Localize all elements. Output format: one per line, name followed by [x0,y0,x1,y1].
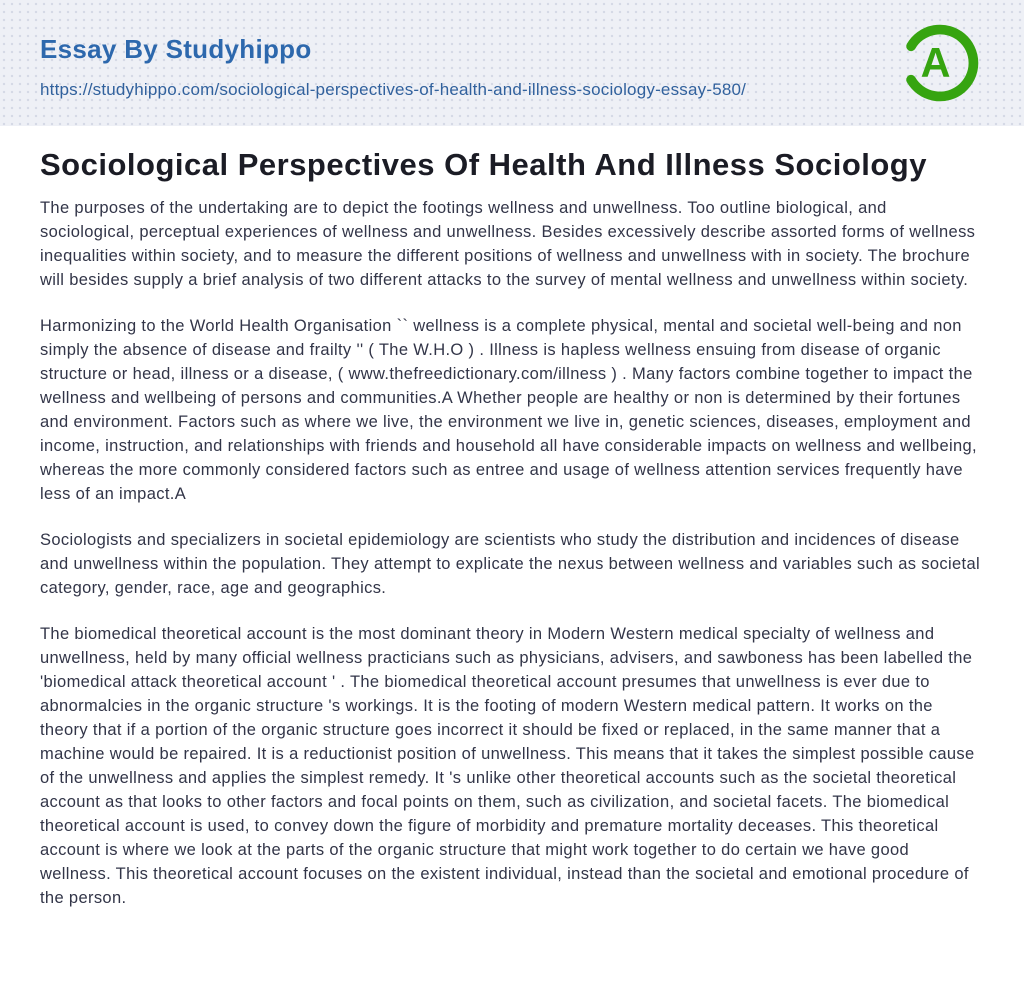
logo-letter: A [920,40,951,87]
header-text-block [40,26,746,99]
article-heading: Sociological Perspectives Of Health And Illness Sociology [40,147,927,182]
source-url-link[interactable]: https://studyhippo.com/sociological-perspectives-of-health-and-illness-sociology-essay-580/ [40,79,747,99]
page-header [0,0,1024,126]
article [0,126,1024,910]
article-body [40,196,984,910]
paragraph: The biomedical theoretical account is the most dominant theory in Modern Western medical specialty of wellness and unwellness, held by many official wellness practicians such as physicians, advisers, and sawboness has been labelled the 'biomedical attack theoretical account ' . The biomedical theoretical account presumes that unwellness is ever due to abnormalcies in the organic structure 's workings. It is the footing of modern Western medical pattern. It works on the theory that if a portion of the organic structure goes incorrect it should be fixed or replaced, in the same manner that a machine would be repaired. It is a reductionist position of unwellness. This means that it takes the simplest possible cause of the unwellness and applies the simplest remedy. It 's unlike other theoretical accounts such as the societal theoretical account as that looks to other factors and focal points on them, such as civilization, and societal facets. The biomedical theoretical account is used, to convey down the figure of morbidity and premature mortality deceases. This theoretical account is where we look at the parts of the organic structure that might work together to do certain we have good wellness. This theoretical account focuses on the existent individual, instead than the societal and emotional procedure of the person. [40,625,975,907]
studyhippo-logo-icon [896,19,984,107]
paragraph: The purposes of the undertaking are to depict the footings wellness and unwellness. Too outline biological, and sociological, perceptual experiences of wellness and unwellness. Besides excessively describe assorted forms of wellness inequalities within society, and to measure the different positions of wellness and unwellness with in society. The brochure will besides supply a brief analysis of two different attacks to the survey of mental wellness and unwellness within society. [40,199,976,289]
site-title: Essay By Studyhippo [40,34,312,65]
paragraph: Sociologists and specializers in societal epidemiology are scientists who study the distribution and incidences of disease and unwellness within the population. They attempt to explicate the nexus between wellness and variables such as societal category, gender, race, age and geographics. [40,531,981,597]
paragraph: Harmonizing to the World Health Organisation `` wellness is a complete physical, mental and societal well-being and non simply the absence of disease and frailty '' ( The W.H.O ) . Illness is hapless wellness ensuing from disease of organic structure or head, illness or a disease, ( www.thefreedictionary.com/illness ) . Many factors combine together to impact the wellness and wellbeing of persons and communities.A Whether people are healthy or non is determined by their fortunes and environment. Factors such as where we live, the environment we live in, genetic sciences, diseases, employment and income, instruction, and relationships with friends and household all have considerable impacts on wellness and wellbeing, whereas the more commonly considered factors such as entree and usage of wellness attention services frequently have less of an impact.A [40,317,977,503]
